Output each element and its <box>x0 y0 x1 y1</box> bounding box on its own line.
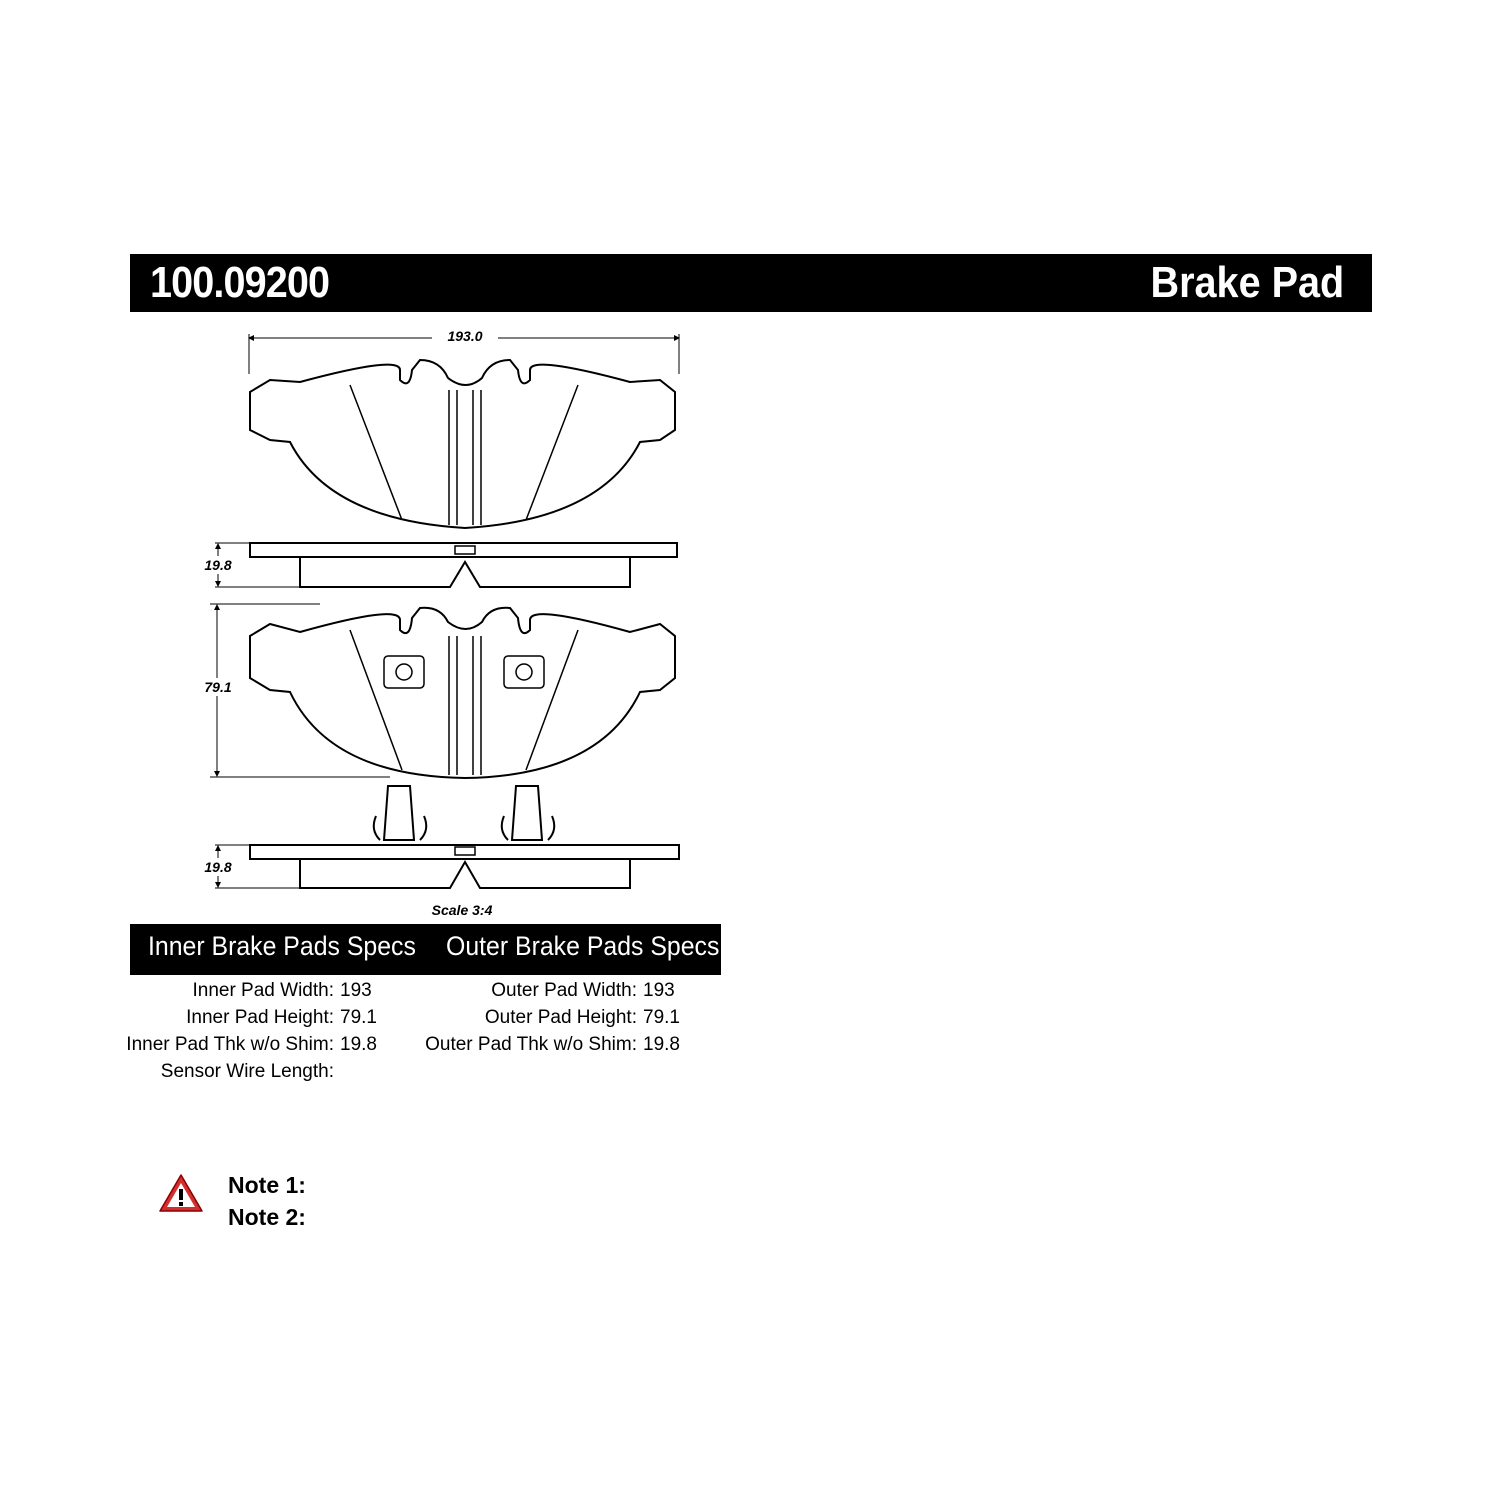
bottom-pad-view <box>250 608 675 778</box>
spec-label: Inner Pad Height: <box>186 1007 334 1028</box>
note-1: Note 1: <box>228 1172 306 1198</box>
height-dim-label: 79.1 <box>204 679 232 695</box>
thickness-dimension-top <box>196 543 300 587</box>
thickness-top-label: 19.8 <box>204 557 232 573</box>
outer-specs-heading: Outer Brake Pads Specs <box>446 931 720 961</box>
spec-label: Outer Pad Width: <box>491 980 637 1001</box>
warning-icon <box>158 1172 204 1214</box>
spec-value: 19.8 <box>340 1034 377 1055</box>
top-side-view <box>250 543 677 587</box>
spec-value: 79.1 <box>643 1007 680 1028</box>
spec-label: Outer Pad Thk w/o Shim: <box>425 1034 637 1055</box>
scale-label: Scale 3:4 <box>431 902 493 918</box>
spec-value: 193 <box>340 980 372 1001</box>
sensor-clips <box>374 786 555 840</box>
width-dimension <box>249 327 679 374</box>
note-2: Note 2: <box>228 1204 306 1230</box>
header-bar <box>130 254 1372 312</box>
spec-label: Outer Pad Height: <box>484 1007 637 1028</box>
spec-value: 193 <box>643 980 675 1001</box>
thickness-bottom-label: 19.8 <box>204 859 232 875</box>
spec-value: 79.1 <box>340 1007 377 1028</box>
brake-pad-drawing <box>190 322 690 922</box>
spec-label: Sensor Wire Length: <box>160 1061 334 1082</box>
outer-spec-width <box>0 980 675 1004</box>
top-pad-view <box>250 360 675 528</box>
inner-specs-heading: Inner Brake Pads Specs <box>148 931 416 961</box>
outer-spec-height <box>0 1007 680 1031</box>
thickness-dimension-bottom <box>196 845 300 888</box>
spec-value: 19.8 <box>643 1034 680 1055</box>
width-dim-label: 193.0 <box>447 328 483 344</box>
outer-spec-thickness <box>0 1034 680 1058</box>
spec-label: Inner Pad Thk w/o Shim: <box>126 1034 334 1055</box>
specs-heading-bar <box>130 924 721 975</box>
spec-label: Inner Pad Width: <box>192 980 334 1001</box>
inner-spec-sensor-wire <box>0 1061 334 1085</box>
part-number: 100.09200 <box>150 258 330 307</box>
product-type: Brake Pad <box>1150 258 1344 307</box>
bottom-side-view <box>250 845 679 888</box>
